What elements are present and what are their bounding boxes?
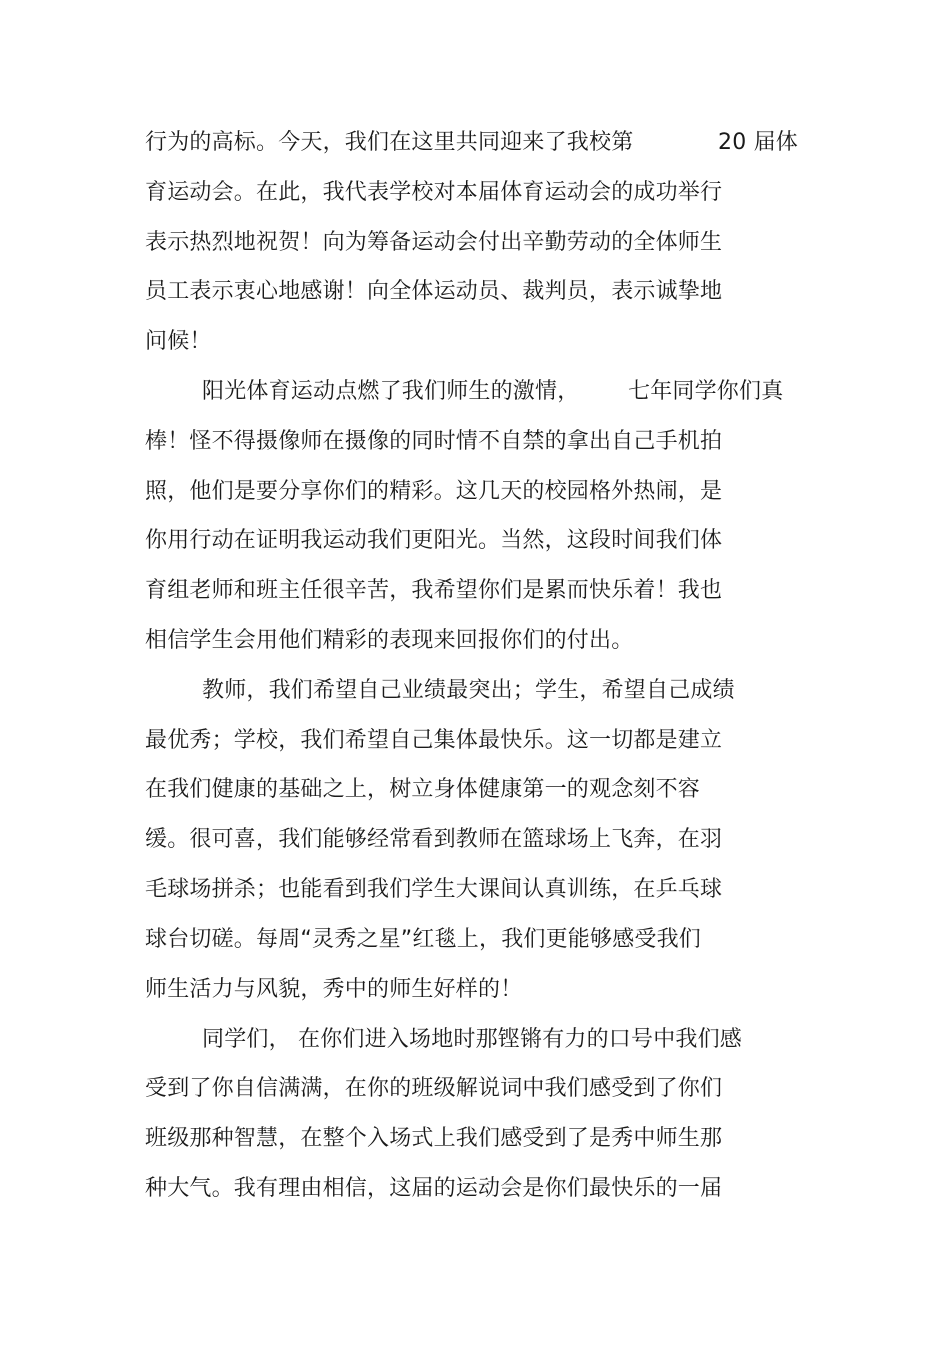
text-line-1-part-b: 20 届体 [718,130,798,155]
text-line-22: 种大气。我有理由相信，这届的运动会是你们最快乐的一届 [145,1176,723,1201]
text-line-11: 相信学生会用他们精彩的表现来回报你们的付出。 [145,628,634,653]
text-line-16: 毛球场拼杀；也能看到我们学生大课间认真训练，在乒乓球 [145,877,723,902]
text-line-6-part-a: 阳光体育运动点燃了我们师生的激情， [202,379,580,404]
text-line-18: 师生活力与风貌，秀中的师生好样的！ [145,977,523,1002]
text-line-9: 你用行动在证明我运动我们更阳光。当然，这段时间我们体 [145,528,723,553]
text-line-4: 员工表示衷心地感谢！向全体运动员、裁判员，表示诚挚地 [145,279,723,304]
text-line-6-part-b: 七年同学你们真 [628,379,784,404]
text-line-5: 问候！ [145,329,212,354]
text-line-8: 照，他们是要分享你们的精彩。这几天的校园格外热闹，是 [145,479,723,504]
text-line-15: 缓。很可喜，我们能够经常看到教师在篮球场上飞奔，在羽 [145,827,723,852]
text-line-7: 棒！怪不得摄像师在摄像的同时情不自禁的拿出自己手机拍 [145,429,723,454]
text-line-2: 育运动会。在此，我代表学校对本届体育运动会的成功举行 [145,180,723,205]
text-line-10: 育组老师和班主任很辛苦，我希望你们是累而快乐着！我也 [145,578,723,603]
text-line-1-part-a: 行为的高标。今天，我们在这里共同迎来了我校第 [145,130,634,155]
text-line-17: 球台切磋。每周“灵秀之星”红毯上，我们更能够感受我们 [145,927,701,952]
text-line-21: 班级那种智慧，在整个入场式上我们感受到了是秀中师生那 [145,1126,723,1151]
text-line-12: 教师，我们希望自己业绩最突出；学生，希望自己成绩 [202,678,735,703]
text-line-13: 最优秀；学校，我们希望自己集体最快乐。这一切都是建立 [145,728,723,753]
text-line-19: 同学们， 在你们进入场地时那铿锵有力的口号中我们感 [202,1027,742,1052]
text-line-14: 在我们健康的基础之上，树立身体健康第一的观念刻不容 [145,777,701,802]
text-line-3: 表示热烈地祝贺！向为筹备运动会付出辛勤劳动的全体师生 [145,230,723,255]
text-line-20: 受到了你自信满满，在你的班级解说词中我们感受到了你们 [145,1076,723,1101]
